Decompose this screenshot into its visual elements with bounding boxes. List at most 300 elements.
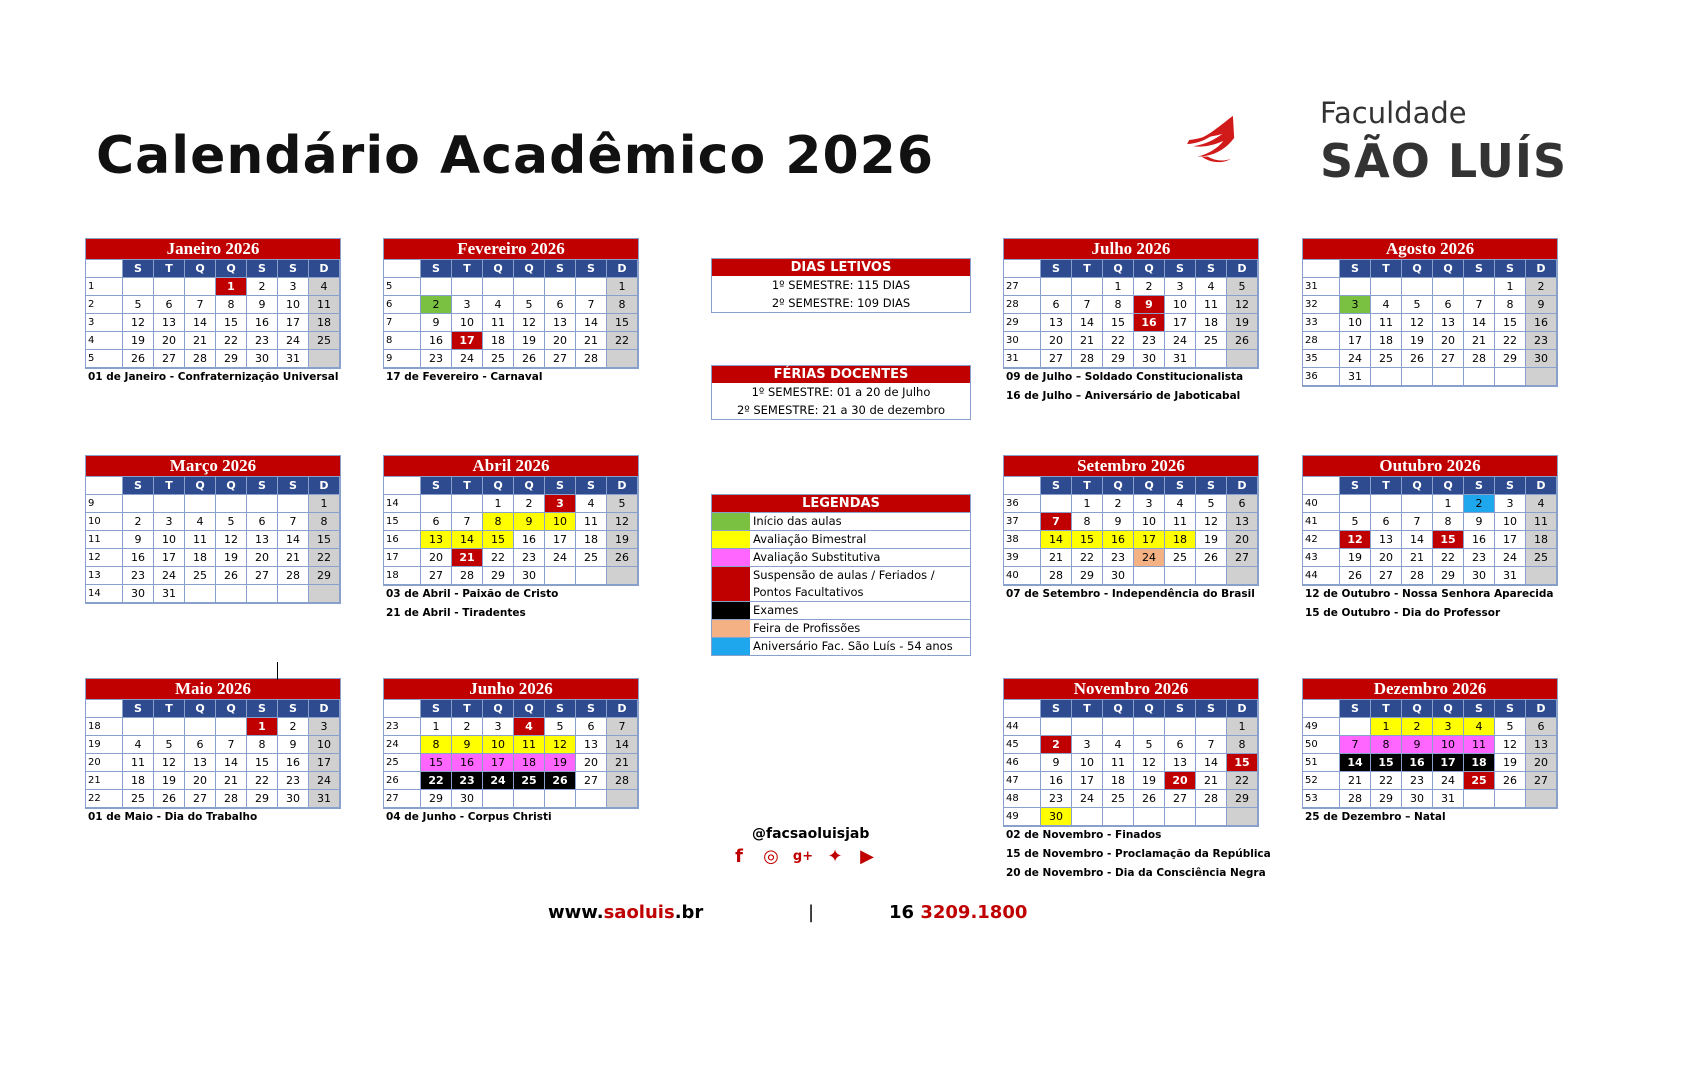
holiday-note: 20 de Novembro - Dia da Consciência Negra	[1006, 867, 1266, 879]
day-cell: 2	[452, 718, 483, 736]
day-cell: 30	[1402, 790, 1433, 808]
day-cell: 12	[1495, 736, 1526, 754]
day-cell	[309, 350, 340, 368]
day-cell: 11	[1165, 513, 1196, 531]
day-cell: 9	[514, 513, 545, 531]
day-cell: 1	[1072, 495, 1103, 513]
day-cell: 2	[1402, 718, 1433, 736]
holiday-notes	[386, 368, 542, 387]
day-cell: 17	[1433, 754, 1464, 772]
day-cell: 11	[1464, 736, 1495, 754]
holiday-note: 09 de Julho – Soldado Constitucionalista	[1006, 371, 1244, 383]
week-number: 33	[1303, 314, 1340, 332]
day-cell: 3	[1495, 495, 1526, 513]
week-number: 12	[86, 549, 123, 567]
day-cell: 8	[607, 296, 638, 314]
legend-label: Aniversário Fac. São Luís - 54 anos	[753, 639, 953, 653]
day-cell: 15	[1072, 531, 1103, 549]
day-cell: 20	[1371, 549, 1402, 567]
day-cell: 5	[216, 513, 247, 531]
day-cell: 23	[1464, 549, 1495, 567]
youtube-icon[interactable]: ▶	[860, 846, 874, 867]
day-cell	[1041, 495, 1072, 513]
day-cell	[185, 278, 216, 296]
week-number: 39	[1004, 549, 1041, 567]
day-cell: 16	[278, 754, 309, 772]
weekday-header: S	[545, 477, 576, 495]
week-number: 48	[1004, 790, 1041, 808]
weekday-header: S	[1340, 477, 1371, 495]
day-cell: 5	[1495, 718, 1526, 736]
week-number: 30	[1004, 332, 1041, 350]
day-cell: 3	[1433, 718, 1464, 736]
holiday-note: 25 de Dezembro – Natal	[1305, 811, 1446, 823]
day-cell: 21	[1196, 772, 1227, 790]
day-cell: 23	[123, 567, 154, 585]
week-number: 49	[1004, 808, 1041, 826]
day-cell: 2	[1134, 278, 1165, 296]
day-cell: 18	[1165, 531, 1196, 549]
day-cell: 7	[1340, 736, 1371, 754]
day-cell: 2	[1041, 736, 1072, 754]
day-cell: 13	[1041, 314, 1072, 332]
weekday-header: S	[1165, 477, 1196, 495]
day-cell: 20	[154, 332, 185, 350]
day-cell	[1227, 350, 1258, 368]
week-number: 43	[1303, 549, 1340, 567]
weekday-header: S	[1495, 477, 1526, 495]
day-cell	[1526, 368, 1557, 386]
legend-label: Suspensão de aulas / Feriados / Pontos Facultativos	[753, 568, 935, 599]
day-cell: 15	[483, 531, 514, 549]
legend-item	[712, 619, 970, 637]
day-cell: 28	[216, 790, 247, 808]
day-cell: 12	[216, 531, 247, 549]
day-cell: 8	[247, 736, 278, 754]
week-number: 16	[384, 531, 421, 549]
day-cell	[452, 495, 483, 513]
day-cell: 6	[247, 513, 278, 531]
day-cell: 1	[1433, 495, 1464, 513]
day-cell: 7	[1402, 513, 1433, 531]
facebook-icon[interactable]: f	[735, 846, 743, 867]
day-cell: 26	[1196, 549, 1227, 567]
day-cell: 22	[1371, 772, 1402, 790]
day-cell: 30	[1134, 350, 1165, 368]
day-cell: 21	[1072, 332, 1103, 350]
page-title: Calendário Acadêmico 2026	[96, 126, 935, 186]
day-cell: 27	[154, 350, 185, 368]
holiday-note: 01 de Maio - Dia do Trabalho	[88, 811, 258, 823]
month-calendar	[1003, 678, 1259, 827]
day-cell	[1134, 567, 1165, 585]
day-cell	[607, 567, 638, 585]
legend-swatch	[712, 531, 750, 548]
day-cell: 21	[1340, 772, 1371, 790]
day-cell: 14	[1072, 314, 1103, 332]
weekday-header: S	[1196, 260, 1227, 278]
day-cell: 10	[154, 531, 185, 549]
day-cell	[545, 790, 576, 808]
day-cell	[154, 495, 185, 513]
day-cell: 18	[185, 549, 216, 567]
day-cell	[576, 278, 607, 296]
week-number: 5	[86, 350, 123, 368]
day-cell: 16	[514, 531, 545, 549]
day-cell: 18	[514, 754, 545, 772]
day-cell: 22	[309, 549, 340, 567]
day-cell: 24	[1072, 790, 1103, 808]
day-cell: 28	[1464, 350, 1495, 368]
holiday-note: 02 de Novembro - Finados	[1006, 829, 1162, 841]
day-cell: 29	[247, 790, 278, 808]
day-cell	[123, 718, 154, 736]
day-cell: 19	[1227, 314, 1258, 332]
day-cell: 25	[185, 567, 216, 585]
holiday-notes	[1006, 585, 1255, 604]
day-cell: 14	[607, 736, 638, 754]
day-cell: 7	[1464, 296, 1495, 314]
day-cell: 25	[309, 332, 340, 350]
day-cell: 15	[309, 531, 340, 549]
month-calendar	[1302, 455, 1558, 586]
week-number: 41	[1303, 513, 1340, 531]
weekday-header: T	[1371, 700, 1402, 718]
day-cell: 26	[1227, 332, 1258, 350]
month-calendar	[383, 678, 639, 809]
day-cell: 27	[1041, 350, 1072, 368]
day-cell: 12	[1227, 296, 1258, 314]
day-cell: 30	[247, 350, 278, 368]
day-cell: 3	[483, 718, 514, 736]
day-cell: 22	[421, 772, 452, 790]
day-cell: 17	[309, 754, 340, 772]
day-cell: 22	[1103, 332, 1134, 350]
day-cell: 12	[1402, 314, 1433, 332]
dias-letivos-line: 1º SEMESTRE: 115 DIAS	[771, 278, 911, 292]
weekday-header: D	[1526, 477, 1557, 495]
day-cell	[1041, 278, 1072, 296]
week-number: 13	[86, 567, 123, 585]
weekday-header: D	[607, 700, 638, 718]
weekday-header: S	[1495, 700, 1526, 718]
month-title: Dezembro 2026	[1303, 679, 1557, 699]
day-cell: 9	[421, 314, 452, 332]
day-cell: 10	[545, 513, 576, 531]
weekday-header: Q	[1134, 260, 1165, 278]
day-cell: 1	[607, 278, 638, 296]
holiday-notes	[1006, 826, 1271, 883]
holiday-note: 07 de Setembro - Independência do Brasil	[1006, 588, 1255, 600]
weekday-header: Q	[1433, 260, 1464, 278]
day-cell	[1103, 718, 1134, 736]
day-cell: 31	[154, 585, 185, 603]
weekday-header: D	[1526, 700, 1557, 718]
day-cell: 28	[607, 772, 638, 790]
footer-website[interactable]: www.saoluis.br	[548, 902, 704, 923]
day-cell	[247, 585, 278, 603]
day-cell: 24	[154, 567, 185, 585]
month-title: Outubro 2026	[1303, 456, 1557, 476]
day-cell: 9	[123, 531, 154, 549]
legend-box	[711, 494, 971, 656]
day-cell: 7	[452, 513, 483, 531]
holiday-note: 16 de Julho – Aniversário de Jaboticabal	[1006, 390, 1241, 402]
day-cell	[1371, 495, 1402, 513]
day-cell: 12	[123, 314, 154, 332]
day-cell: 24	[309, 772, 340, 790]
day-cell	[247, 495, 278, 513]
weekday-header: S	[123, 260, 154, 278]
day-cell: 17	[1072, 772, 1103, 790]
day-cell: 7	[278, 513, 309, 531]
weekday-header: Q	[1433, 477, 1464, 495]
weekday-header: T	[452, 477, 483, 495]
day-cell: 23	[514, 549, 545, 567]
week-number: 28	[1303, 332, 1340, 350]
day-cell: 26	[216, 567, 247, 585]
day-cell: 19	[154, 772, 185, 790]
month-calendar	[85, 238, 341, 369]
week-number: 8	[384, 332, 421, 350]
weekday-header: S	[545, 700, 576, 718]
day-cell: 5	[154, 736, 185, 754]
day-cell: 20	[1041, 332, 1072, 350]
legend-item	[712, 548, 970, 566]
day-cell: 6	[545, 296, 576, 314]
day-cell: 25	[514, 772, 545, 790]
day-cell	[1134, 718, 1165, 736]
day-cell: 18	[123, 772, 154, 790]
month-calendar	[1003, 455, 1259, 586]
day-cell: 27	[1526, 772, 1557, 790]
day-cell: 29	[1371, 790, 1402, 808]
weekday-header: T	[1072, 260, 1103, 278]
day-cell: 19	[1495, 754, 1526, 772]
day-cell: 21	[607, 754, 638, 772]
legend-item	[712, 637, 970, 655]
day-cell: 11	[483, 314, 514, 332]
weekday-header: D	[1227, 260, 1258, 278]
day-cell	[1165, 808, 1196, 826]
holiday-notes	[1305, 585, 1554, 623]
day-cell: 1	[247, 718, 278, 736]
holiday-note: 21 de Abril - Tiradentes	[386, 607, 526, 619]
week-number: 26	[384, 772, 421, 790]
ferias-title: FÉRIAS DOCENTES	[712, 366, 970, 383]
footer-phone: 16 3209.1800	[889, 902, 1028, 923]
day-cell: 9	[278, 736, 309, 754]
day-cell: 16	[1526, 314, 1557, 332]
day-cell: 31	[1340, 368, 1371, 386]
week-number: 31	[1303, 278, 1340, 296]
day-cell: 14	[576, 314, 607, 332]
week-number: 23	[384, 718, 421, 736]
day-cell	[185, 495, 216, 513]
day-cell	[1371, 368, 1402, 386]
day-cell	[452, 278, 483, 296]
weekday-header: Q	[514, 700, 545, 718]
day-cell: 2	[514, 495, 545, 513]
day-cell: 20	[1433, 332, 1464, 350]
holiday-note: 01 de Janeiro - Confraternização Universal	[88, 371, 339, 383]
day-cell: 24	[483, 772, 514, 790]
weekday-header: S	[1041, 260, 1072, 278]
day-cell: 10	[452, 314, 483, 332]
day-cell: 30	[1526, 350, 1557, 368]
weekday-header: D	[1526, 260, 1557, 278]
day-cell: 12	[1340, 531, 1371, 549]
day-cell	[607, 350, 638, 368]
day-cell: 23	[1134, 332, 1165, 350]
weekday-header: Q	[1402, 477, 1433, 495]
weekday-header: T	[154, 477, 185, 495]
day-cell	[216, 495, 247, 513]
month-title: Agosto 2026	[1303, 239, 1557, 259]
week-number: 36	[1303, 368, 1340, 386]
holiday-note: 12 de Outubro - Nossa Senhora Aparecida	[1305, 588, 1554, 600]
twitter-icon[interactable]: ✦	[827, 846, 843, 867]
day-cell: 20	[185, 772, 216, 790]
day-cell: 27	[1371, 567, 1402, 585]
legend-label: Feira de Profissões	[753, 621, 861, 635]
day-cell: 24	[545, 549, 576, 567]
day-cell: 13	[421, 531, 452, 549]
month-calendar	[1302, 678, 1558, 809]
day-cell: 6	[1165, 736, 1196, 754]
day-cell: 10	[1072, 754, 1103, 772]
weekday-header: D	[607, 260, 638, 278]
holiday-notes	[386, 585, 558, 623]
day-cell: 25	[1103, 790, 1134, 808]
day-cell: 6	[185, 736, 216, 754]
day-cell: 7	[216, 736, 247, 754]
text-cursor	[277, 662, 278, 680]
weekday-header: S	[1464, 477, 1495, 495]
day-cell: 19	[607, 531, 638, 549]
day-cell: 7	[576, 296, 607, 314]
holiday-note: 03 de Abril - Paixão de Cristo	[386, 588, 559, 600]
day-cell: 2	[1464, 495, 1495, 513]
week-number: 21	[86, 772, 123, 790]
day-cell	[514, 790, 545, 808]
day-cell: 15	[216, 314, 247, 332]
legend-label: Início das aulas	[753, 514, 842, 528]
day-cell: 19	[123, 332, 154, 350]
day-cell: 8	[483, 513, 514, 531]
day-cell: 15	[1227, 754, 1258, 772]
google-plus-icon[interactable]: g+	[792, 849, 814, 864]
day-cell	[1165, 567, 1196, 585]
day-cell: 10	[1495, 513, 1526, 531]
weekday-header: T	[452, 700, 483, 718]
dias-letivos-box	[711, 258, 971, 313]
weekday-header: T	[1371, 260, 1402, 278]
day-cell: 16	[421, 332, 452, 350]
day-cell: 1	[421, 718, 452, 736]
legend-swatch	[712, 620, 750, 637]
day-cell	[1134, 808, 1165, 826]
week-number: 47	[1004, 772, 1041, 790]
day-cell: 1	[309, 495, 340, 513]
day-cell: 12	[1196, 513, 1227, 531]
day-cell: 31	[1495, 567, 1526, 585]
footer-separator: |	[808, 902, 815, 923]
weekday-header: Q	[185, 260, 216, 278]
day-cell: 30	[278, 790, 309, 808]
day-cell: 29	[1103, 350, 1134, 368]
day-cell: 26	[1340, 567, 1371, 585]
day-cell: 17	[1340, 332, 1371, 350]
day-cell	[154, 278, 185, 296]
day-cell: 5	[123, 296, 154, 314]
day-cell: 5	[607, 495, 638, 513]
day-cell: 1	[1103, 278, 1134, 296]
legend-item	[712, 530, 970, 548]
day-cell: 4	[483, 296, 514, 314]
weekday-header: Q	[483, 700, 514, 718]
day-cell	[1526, 790, 1557, 808]
week-number: 29	[1004, 314, 1041, 332]
week-number: 14	[86, 585, 123, 603]
day-cell: 24	[1340, 350, 1371, 368]
day-cell: 16	[1134, 314, 1165, 332]
holiday-note: 04 de Junho - Corpus Christi	[386, 811, 552, 823]
day-cell: 9	[452, 736, 483, 754]
day-cell	[216, 585, 247, 603]
day-cell: 5	[1196, 495, 1227, 513]
day-cell: 19	[1134, 772, 1165, 790]
instagram-icon[interactable]: ◎	[763, 846, 779, 867]
week-number: 44	[1303, 567, 1340, 585]
day-cell: 6	[154, 296, 185, 314]
day-cell: 20	[1526, 754, 1557, 772]
weekday-header: S	[1196, 700, 1227, 718]
day-cell: 22	[1495, 332, 1526, 350]
week-number: 50	[1303, 736, 1340, 754]
day-cell: 29	[421, 790, 452, 808]
weekday-header: Q	[185, 477, 216, 495]
day-cell	[309, 585, 340, 603]
day-cell: 1	[1227, 718, 1258, 736]
week-number: 52	[1303, 772, 1340, 790]
weekday-header: S	[1464, 700, 1495, 718]
day-cell: 4	[309, 278, 340, 296]
day-cell: 28	[185, 350, 216, 368]
day-cell: 12	[607, 513, 638, 531]
day-cell: 9	[1041, 754, 1072, 772]
month-calendar	[383, 455, 639, 586]
day-cell: 19	[1340, 549, 1371, 567]
day-cell: 31	[309, 790, 340, 808]
day-cell: 12	[545, 736, 576, 754]
weekday-header: D	[607, 477, 638, 495]
day-cell: 31	[1165, 350, 1196, 368]
day-cell	[1402, 368, 1433, 386]
day-cell: 25	[1526, 549, 1557, 567]
day-cell: 16	[1464, 531, 1495, 549]
weekday-header: S	[545, 260, 576, 278]
day-cell	[576, 567, 607, 585]
weekday-header: S	[1041, 700, 1072, 718]
legend-label: Avaliação Bimestral	[753, 532, 867, 546]
day-cell: 17	[1134, 531, 1165, 549]
day-cell	[545, 567, 576, 585]
weekday-header: S	[247, 477, 278, 495]
week-number: 5	[384, 278, 421, 296]
weekday-header: S	[1340, 260, 1371, 278]
day-cell: 4	[1464, 718, 1495, 736]
